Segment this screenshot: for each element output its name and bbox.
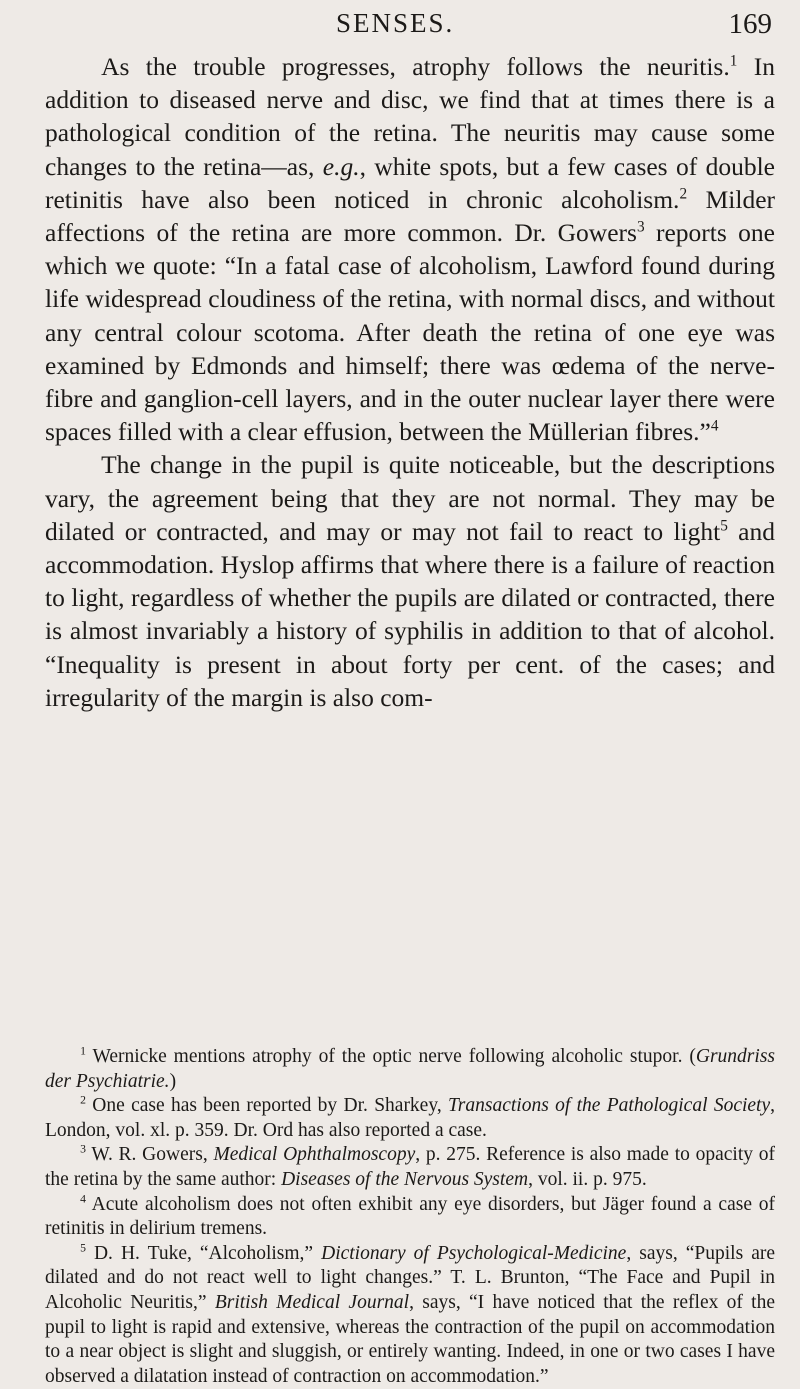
text-run: and accommodation. Hyslop affirms that where there is a failure of reaction to light, regardless of whether the pupils are dilated or contracted, there is almost invariably a history of syphilis in addition to that of alcohol. “Inequality is present in about forty per cent. of the cases; and irregularity of the margin is also com- xyxy=(45,516,775,712)
italic-text: Grundriss der Psychiatrie. xyxy=(45,1046,775,1092)
italic-text: Dictionary of Psychological-Medicine xyxy=(321,1242,627,1264)
footnote-marker: 1 xyxy=(80,1044,86,1058)
page-number: 169 xyxy=(728,8,772,40)
footnote-marker: 2 xyxy=(679,185,688,203)
text-run: As the trouble progresses, atrophy follows the neuritis. xyxy=(101,52,730,81)
text-run: In addition to diseased nerve and disc, we find that at times there is a pathological condition of the retina. The neuritis may cause some changes to the retina—as, xyxy=(45,52,775,181)
italic-text: Medical Ophthalmoscopy xyxy=(213,1144,416,1166)
text-run: The change in the pupil is quite noticeable, but the descriptions vary, the agreement being that they are not normal. They may be dilated or contracted, and may or may not fail to react to light xyxy=(45,450,775,546)
footnote-marker: 3 xyxy=(80,1142,86,1156)
text-run: , says, “Pupils are dilated and do not react well to light changes.” T. L. Brunton, “The Face and Pupil in Alcoholic Neuritis,” xyxy=(45,1242,776,1313)
text-run: reports one which we quote: “In a fatal case of alcoholism, Lawford found during life widespread cloudiness of the retina, with normal discs, and without any central colour scotoma. After death the retina of one eye was examined by Edmonds and himself; there was œdema of the nerve-fibre and ganglion-cell layers, and in the outer nuclear layer there were spaces filled with a clear effusion, between the Müllerian fibres.” xyxy=(45,218,775,447)
footnote xyxy=(45,1193,775,1242)
body-text xyxy=(45,50,775,714)
text-run: , says, “I have noticed that the reflex of the pupil to light is rapid and extensive, whereas the contraction of the pupil on accommodation to a near object is slight and sluggish, or entirely wanting. Indeed, in one or two cases I have observed a dilatation instead of contraction on accommodation.” xyxy=(45,1291,775,1387)
italic-text: British Medical Journal xyxy=(214,1291,410,1313)
text-run: W. R. Gowers, xyxy=(85,1144,214,1166)
text-run: D. H. Tuke, “Alcoholism,” xyxy=(85,1242,322,1264)
text-run: , white spots, but a few cases of double retinitis have also been noticed in chronic alcoholism. xyxy=(45,151,775,214)
footnote xyxy=(45,1242,775,1389)
body-paragraph xyxy=(45,448,775,714)
footnote-marker: 5 xyxy=(80,1241,86,1255)
body-paragraph xyxy=(45,50,775,448)
text-run: , p. 275. Reference is also made to opacity of the retina by the same author: xyxy=(45,1144,775,1190)
footnote xyxy=(45,1045,775,1094)
italic-text: e.g. xyxy=(322,151,360,181)
text-run: Wernicke mentions atrophy of the optic nerve following alcoholic stupor. ( xyxy=(85,1046,696,1067)
footnote-marker: 5 xyxy=(720,517,728,535)
footnote xyxy=(45,1143,775,1192)
text-run: Acute alcoholism does not often exhibit any eye disorders, but Jäger found a case of retinitis in delirium tremens. xyxy=(45,1193,775,1240)
italic-text: Diseases of the Nervous System xyxy=(281,1168,529,1190)
running-head xyxy=(0,8,800,44)
footnote-marker: 2 xyxy=(80,1093,86,1107)
text-run: , London, vol. xl. p. 359. Dr. Ord has also reported a case. xyxy=(45,1095,775,1141)
text-run: One case has been reported by Dr. Sharkey, xyxy=(85,1095,449,1117)
text-run: Milder affections of the retina are more common. Dr. Gowers xyxy=(45,184,776,248)
text-run: ) xyxy=(169,1070,177,1092)
italic-text: Transactions of the Pathological Society xyxy=(448,1095,771,1117)
running-title: SENSES. xyxy=(336,8,455,38)
text-run: , vol. ii. p. 975. xyxy=(528,1168,647,1190)
footnote-marker: 4 xyxy=(80,1192,86,1206)
footnote-marker: 1 xyxy=(729,52,738,70)
footnotes xyxy=(45,1045,775,1389)
footnote-marker: 4 xyxy=(710,417,719,435)
footnote-marker: 3 xyxy=(636,218,645,236)
footnote xyxy=(45,1094,775,1143)
